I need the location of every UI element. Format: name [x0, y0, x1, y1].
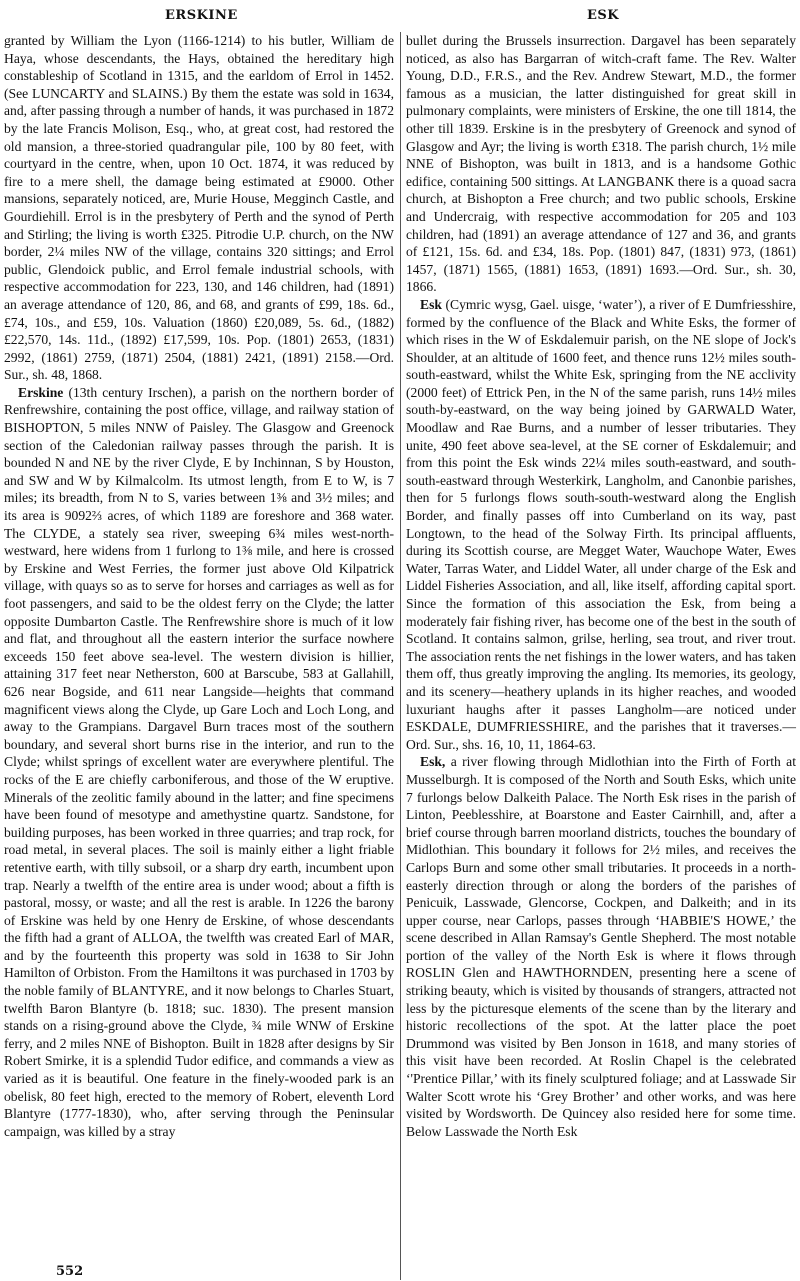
running-head-left: ERSKINE: [165, 8, 238, 23]
esk-dumfriesshire-text: (Cymric wysg, Gael. uisge, ‘water’), a river of E Dumfriesshire, formed by the confluence of the Black and White Esks, the former of which rises in the W of Eskdalemuir parish, on the NE slope of Jock's Shoulder, at an altitude of 1600 feet, and thence runs 12½ miles south-south-eastward, whilst the White Esk, springing from the NE acclivity (2000 feet) of Ettrick Pen, in the N of the same parish, runs 14½ miles south-by-eastward, on the way being joined by GARWALD Water, Moodlaw and Rae Burns, and a number of lesser tributaries. They unite, 490 feet above sea-level, at the SE corner of Eskdalemuir; and from this point the Esk winds 22¼ miles south-eastward, and south-south-eastward through Westerkirk, Langholm, and Canonbie parishes, then for 5 furlongs flows south-south-westward along the English Border, and finally passes off into Cumberland on its way, past Longtown, to the head of the Solway Firth. Its principal affluents, during its Scottish course, are Megget Water, Wauchope Water, Ewes Water, Tarras Water, and Liddel Water, all under charge of the Esk and Liddel Fisheries Association, and all, like itself, affording capital sport. Since the formation of this association the Esk, from being a moderately fair fishing river, has become one of the best in the south of Scotland. It contains salmon, grilse, herling, sea trout, and river trout. The association rents the net fishings in the lower waters, and has taken them off, thus greatly improving the angling. Its memories, its geology, and its scenery—heathery uplands in its higher reaches, and wooded luxuriant haughs after it passes Langholm—are noticed under ESKDALE, DUMFRIESSHIRE, and the parishes that it traverses.—Ord. Sur., shs. 16, 10, 11, 1864-63.: [406, 296, 797, 752]
esk-midlothian-text: a river flowing through Midlothian into the Firth of Forth at Musselburgh. It is composed of the North and South Esks, which unite 7 furlongs below Dalkeith Palace. The North Esk rises in the parish of Linton, Peeblesshire, at Boarstone and Easter Cairnhill, and, after a brief course through barren moorland districts, touches the boundary of Midlothian. This boundary it follows for 2½ miles, and receives the Carlops Burn and some other small tributaries. It proceeds in a north-easterly direction through or along the borders of the parishes of Penicuik, Lasswade, Glencorse, Cockpen, and Dalkeith; and in its upper course, near Carlops, passes through ‘HABBIE'S HOWE,’ the scene described in Allan Ramsay's Gentle Shepherd. The most notable portion of the valley of the North Esk is where it flows through ROSLIN Glen and HAWTHORNDEN, presenting here a scene of striking beauty, which is visited by thousands of strangers, attracted not less by the picturesque elements of the scene than by the literary and historic recollections of the spot. At the latter place the poet Drummond was visited by Ben Jonson in 1618, and many stories of this visit have been recorded. At Roslin Chapel is the celebrated ‘'Prentice Pillar,’ with its finely sculptured foliage; and at Lasswade Sir Walter Scott wrote his ‘Grey Brother’ and other works, and was here visited by Wordsworth. De Quincey also resided here for some time. Below Lasswade the North Esk: [406, 754, 796, 1139]
erskine-entry: [4, 384, 394, 1141]
erskine-continuation-paragraph: bullet during the Brussels insurrection. Dargavel has been separately noticed, as also has Bargarran of witch-craft fame. The Rev. Walter Young, D.D., F.R.S., and the Rev. Andrew Stewart, M.D., the former famous as a musician, the latter distinguished for great skill in pulmonary complaints, were ministers of Erskine, the one till 1814, the other till 1839. Erskine is in the presbytery of Greenock and synod of Glasgow and Ayr; the living is worth £318. The parish church, 1½ mile NNE of Bishopton, was built in 1813, and is a handsome Gothic edifice, containing 500 sittings. At LANGBANK there is a quoad sacra church, at Bishopton a Free church; and two public schools, Erskine and Undercraig, with respective accommodation for 205 and 103 children, had (1891) an average attendance of 127 and 36, and grants of £121, 15s. 6d. and £34, 18s. Pop. (1801) 847, (1831) 973, (1861) 1457, (1871) 1565, (1881) 1653, (1891) 1693.—Ord. Sur., sh. 30, 1866.: [406, 33, 796, 295]
esk-midlothian-entry: [406, 753, 796, 1140]
running-head-right: ESK: [587, 8, 620, 23]
page-number: 552: [56, 1264, 84, 1279]
column-divider: [400, 32, 401, 1280]
right-column: [406, 32, 796, 1140]
entry-headword-esk: Esk: [420, 296, 442, 312]
entry-headword-esk-midlothian: Esk,: [420, 754, 446, 770]
esk-dumfriesshire-entry: [406, 296, 796, 753]
erskine-entry-text: (13th century Irschen), a parish on the northern border of Renfrewshire, containing the post office, village, and railway station of BISHOPTON, 5 miles NNW of Paisley. The Glasgow and Greenock section of the Caledonian railway passes through the parish. It is bounded N and NE by the river Clyde, E by Inchinnan, S by Houston, and SW and W by Kilmalcolm. Its utmost length, from E to W, is 7 miles; its breadth, from N to S, varies between 1⅜ and 3½ miles; and its area is 9092⅔ acres, of which 1189 are foreshore and 368 water. The CLYDE, a stately sea river, sweeping 6¾ miles west-north-westward, here widens from 1 furlong to 1⅜ mile, and here is crossed by Erskine and West Ferries, the former just above Old Kilpatrick village, with quays so as to serve for horses and carriages as well as for foot passengers, and said to be the oldest ferry on the Clyde; the latter opposite Dumbarton Castle. The Renfrewshire shore is much of it low and flat, and throughout all the eastern interior the surface nowhere exceeds 150 feet above sea-level. The western division is hillier, attaining 317 feet near Netherston, 600 at Barscube, 583 at Gallahill, 626 near Bogside, and 611 near Langside—heights that command magnificent views along the Clyde, up Gare Loch and Loch Long, and away to the Grampians. Dargavel Burn traces most of the southern boundary, and several short burns rise in the interior, and run to the Clyde; whilst springs of excellent water are everywhere plentiful. The rocks of the E are chiefly carboniferous, and those of the W eruptive. Minerals of the zeolitic family abound in the latter; and fine specimens have been found of mesotype and amethystine quartz. Sandstone, for building purposes, has been worked in three quarries; and trap rock, for road metal, in several places. The soil is mainly either a light friable retentive earth, with tilly subsoil, or a sharp dry earth, incumbent upon trap. Nearly a twelfth of the entire area is under wood; about a fifth is pastoral, mossy, or waste; and all the rest is arable. In 1226 the barony of Erskine was held by one Henry de Erskine, of whose descendants the fifth had a grant of ALLOA, the twelfth was created Earl of MAR, and by the fourteenth this property was sold in 1638 to Sir John Hamilton of Orbiston. From the Hamiltons it was purchased in 1703 by the noble family of BLANTYRE, and it now belongs to Charles Stuart, twelfth Baron Blantyre (b. 1818; suc. 1830). The present mansion stands on a rising-ground above the Clyde, ¾ mile WNW of Erskine ferry, and 2 miles NNE of Bishopton. Built in 1828 after designs by Sir Robert Smirke, it is a splendid Tudor edifice, and commands a view as varied as it is beautiful. One feature in the finely-wooded park is an obelisk, 80 feet high, erected to the memory of Robert, eleventh Lord Blantyre (1777-1830), who, after serving through the Peninsular campaign, was killed by a stray: [4, 384, 395, 1139]
left-column: [4, 32, 394, 1140]
errol-continuation-paragraph: granted by William the Lyon (1166-1214) to his butler, William de Haya, whose descendants, the Hays, obtained the hereditary high constableship of Scotland in 1315, and the earldom of Errol in 1452. (See LUNCARTY and SLAINS.) By them the estate was sold in 1634, and, after passing through a number of hands, it was purchased in 1872 by the late Francis Molison, Esq., who, at great cost, had restored the old mansion, a three-storied quadrangular pile, 100 by 80 feet, with courtyard in the centre, when, upon 10 Oct. 1874, it was reduced by fire to a mere shell, the damage being estimated at £9000. Other mansions, separately noticed, are, Murie House, Megginch Castle, and Gourdiehill. Errol is in the presbytery of Perth and the synod of Perth and Stirling; the living is worth £325. Pitrodie U.P. church, on the NW border, 2¼ miles NW of the village, contains 320 sittings; and Errol public, Glendoick public, and Errol female industrial schools, with respective accommodation for 223, 130, and 146 children, had (1891) an average attendance of 120, 86, and 68, and grants of £99, 18s. 6d., £74, 10s., and £59, 10s. Valuation (1860) £20,089, 5s. 6d., (1882) £22,570, 14s. 11d., (1892) £17,599, 10s. Pop. (1801) 2653, (1831) 2992, (1861) 2759, (1871) 2504, (1881) 2421, (1891) 2158.—Ord. Sur., sh. 48, 1868.: [4, 33, 394, 383]
entry-headword-erskine: Erskine: [18, 384, 64, 400]
